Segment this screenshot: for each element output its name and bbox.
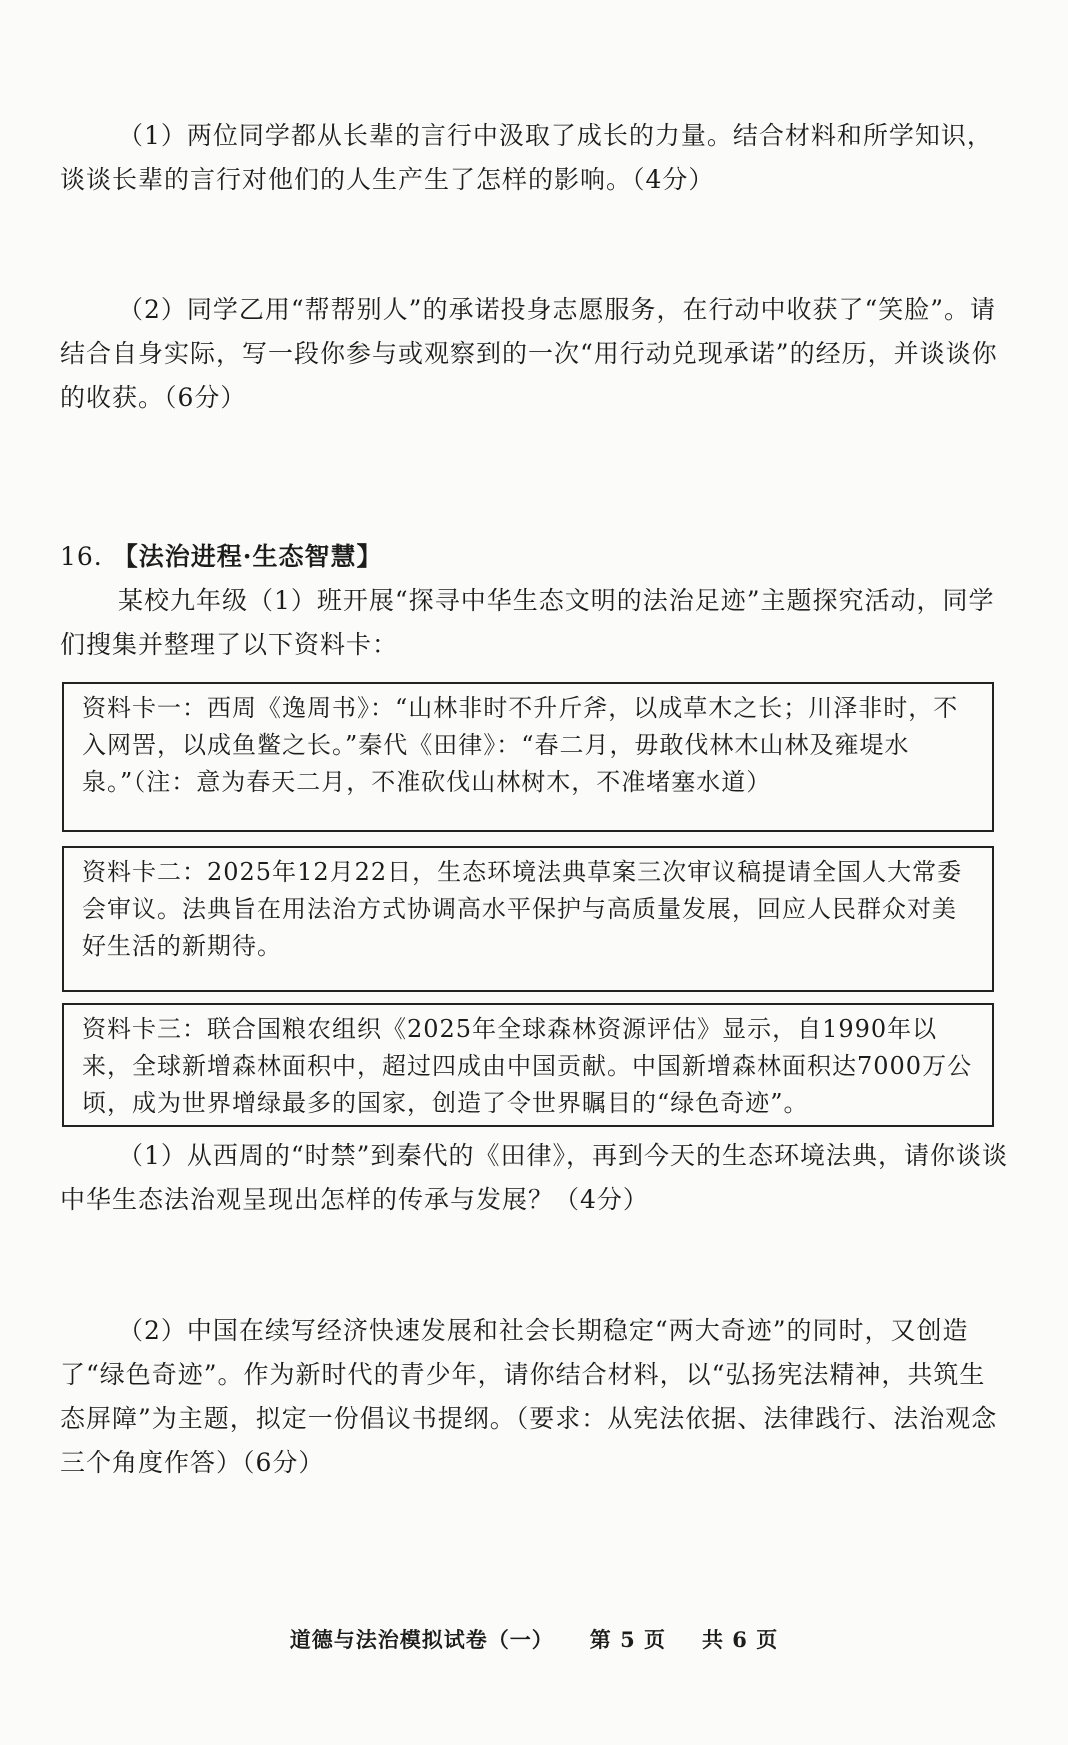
question-number: 16. bbox=[60, 542, 103, 571]
q16-intro-text: 某校九年级（1）班开展“探寻中华生态文明的法治足迹”主题探究活动，同学们搜集并整理了以下资料卡： bbox=[60, 586, 995, 659]
q15-sub1-text: （1）两位同学都从长辈的言行中汲取了成长的力量。结合材料和所学知识，谈谈长辈的言行对他们的人生产生了怎样的影响。（4分） bbox=[60, 121, 993, 194]
q15-sub2-text: （2）同学乙用“帮帮别人”的承诺投身志愿服务，在行动中收获了“笑脸”。请结合自身实际，写一段你参与或观察到的一次“用行动兑现承诺”的经历，并谈谈你的收获。（6分） bbox=[60, 295, 998, 412]
material-card-1 bbox=[62, 682, 994, 832]
page-number: 第 5 页 bbox=[589, 1627, 666, 1652]
page-total: 共 6 页 bbox=[702, 1627, 779, 1652]
material-card-3 bbox=[62, 1003, 994, 1127]
q16-sub1-text: （1）从西周的“时禁”到秦代的《田律》，再到今天的生态环境法典，请你谈谈中华生态法治观呈现出怎样的传承与发展？（4分） bbox=[60, 1141, 1008, 1214]
material-card-1-text: 资料卡一：西周《逸周书》：“山林非时不升斤斧，以成草木之长；川泽非时，不入网罟，以成鱼鳖之长。”秦代《田律》：“春二月，毋敢伐林木山林及雍堤水泉。”（注：意为春天二月，不准砍伐山林树木，不准堵塞水道） bbox=[82, 694, 959, 796]
q16-heading bbox=[60, 535, 382, 579]
material-card-2-text: 资料卡二：2025年12月22日，生态环境法典草案三次审议稿提请全国人大常委会审议。法典旨在用法治方式协调高水平保护与高质量发展，回应人民群众对美好生活的新期待。 bbox=[82, 858, 963, 960]
page-footer bbox=[0, 1624, 1068, 1654]
exam-title: 道德与法治模拟试卷（一） bbox=[289, 1627, 554, 1652]
material-card-3-text: 资料卡三：联合国粮农组织《2025年全球森林资源评估》显示，自1990年以来，全球新增森林面积中，超过四成由中国贡献。中国新增森林面积达7000万公顷，成为世界增绿最多的国家，创造了令世界瞩目的“绿色奇迹”。 bbox=[82, 1015, 973, 1117]
material-card-2 bbox=[62, 846, 994, 992]
q16-sub2-text: （2）中国在续写经济快速发展和社会长期稳定“两大奇迹”的同时，又创造了“绿色奇迹”。作为新时代的青少年，请你结合材料，以“弘扬宪法精神，共筑生态屏障”为主题，拟定一份倡议书提纲。（要求：从宪法依据、法律践行、法治观念三个角度作答）（6分） bbox=[60, 1316, 998, 1477]
question-title: 【法治进程·生态智慧】 bbox=[112, 542, 383, 571]
